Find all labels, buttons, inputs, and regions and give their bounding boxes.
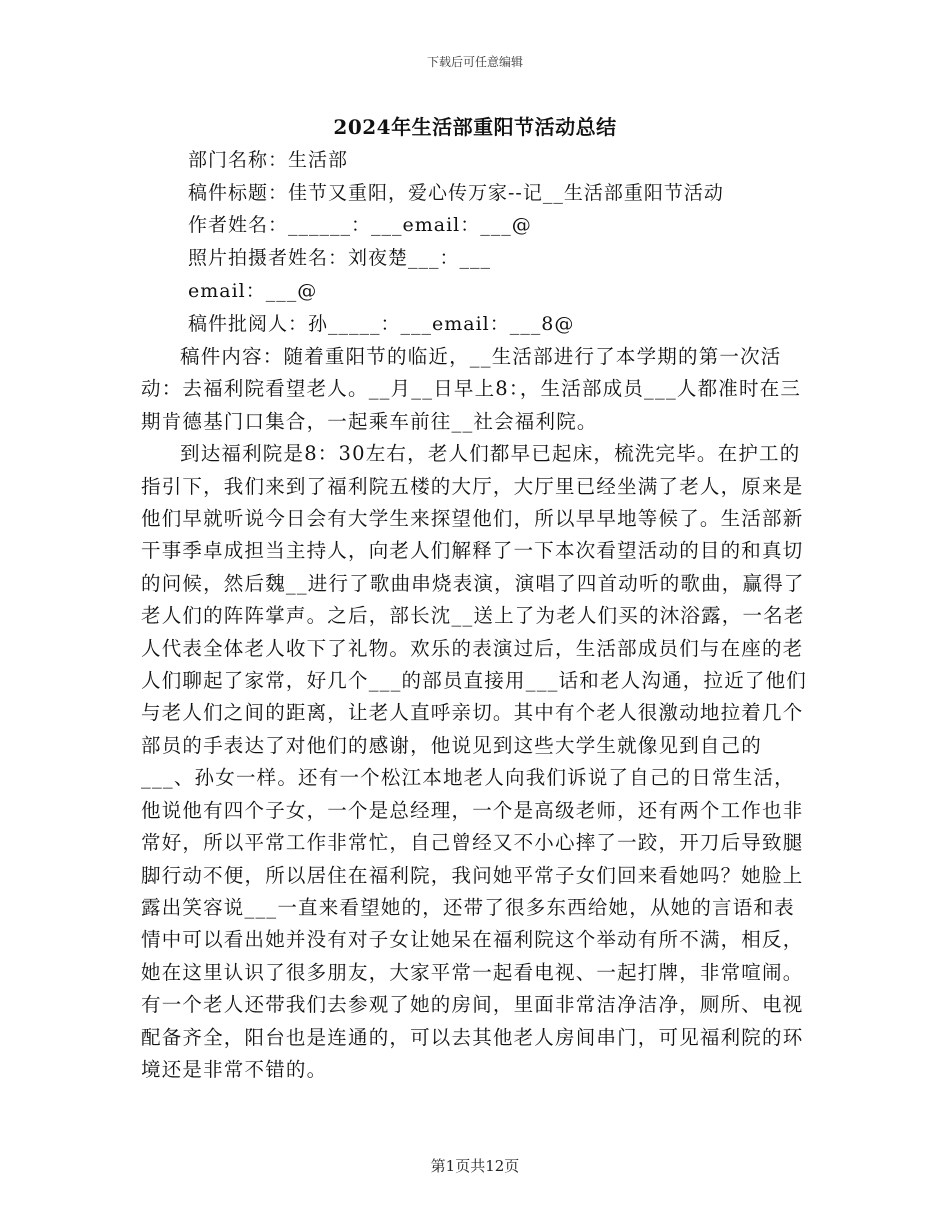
photographer-email-line: email：___@ xyxy=(188,280,318,302)
department-name-line: 部门名称：生活部 xyxy=(188,149,349,171)
document-title: 2024年生活部重阳节活动总结 xyxy=(333,115,617,139)
photographer-line: 照片拍摄者姓名：刘夜楚___：___ xyxy=(188,247,492,269)
paragraph-content-intro: 稿件内容：随着重阳节的临近，__生活部进行了本学期的第一次活动：去福利院看望老人。__月__日早上8：，生活部成员___人都准时在三期肯德基门口集合，一起乘车前往__社会福利院。 xyxy=(141,345,802,433)
page-footer: 第1页共12页 xyxy=(430,1157,520,1175)
article-body xyxy=(141,341,811,1086)
author-line: 作者姓名：______：___email：___@ xyxy=(188,214,532,236)
paragraph-visit-details: 到达福利院是8：30左右，老人们都早已起床，梳洗完毕。在护工的指引下，我们来到了福利院五楼的大厅，大厅里已经坐满了老人，原来是他们早就听说今日会有大学生来探望他们，所以早早地等候了。生活部新干事季卓成担当主持人，向老人们解释了一下本次看望活动的目的和真切的问候，然后魏__进行了歌曲串烧表演，演唱了四首动听的歌曲，赢得了老人们的阵阵掌声。之后，部长沈__送上了为老人们买的沐浴露，一名老人代表全体老人收下了礼物。欢乐的表演过后，生活部成员们与在座的老人们聊起了家常，好几个___的部员直接用___话和老人沟通，拉近了他们与老人们之间的距离，让老人直呼亲切。其中有个老人很激动地拉着几个部员的手表达了对他们的感谢，他说见到这些大学生就像见到自己的___、孙女一样。还有一个松江本地老人向我们诉说了自己的日常生活，他说他有四个子女，一个是总经理，一个是高级老师，还有两个工作也非常好，所以平常工作非常忙，自己曾经又不小心摔了一跤，开刀后导致腿脚行动不便，所以居住在福利院，我问她平常子女们回来看她吗？她脸上露出笑容说___一直来看望她的，还带了很多东西给她，从她的言语和表情中可以看出她并没有对子女让她呆在福利院这个举动有所不满，相反，她在这里认识了很多朋友，大家平常一起看电视、一起打牌，非常喧闹。有一个老人还带我们去参观了她的房间，里面非常洁净洁净，厕所、电视配备齐全，阳台也是连通的，可以去其他老人房间串门，可见福利院的环境还是非常不错的。 xyxy=(141,442,808,1081)
page-header: 下载后可任意编辑 xyxy=(426,55,523,69)
reviewer-line: 稿件批阅人：孙_____：___email：___8@ xyxy=(188,313,575,335)
article-title-line: 稿件标题：佳节又重阳，爱心传万家--记__生活部重阳节活动 xyxy=(188,182,724,204)
